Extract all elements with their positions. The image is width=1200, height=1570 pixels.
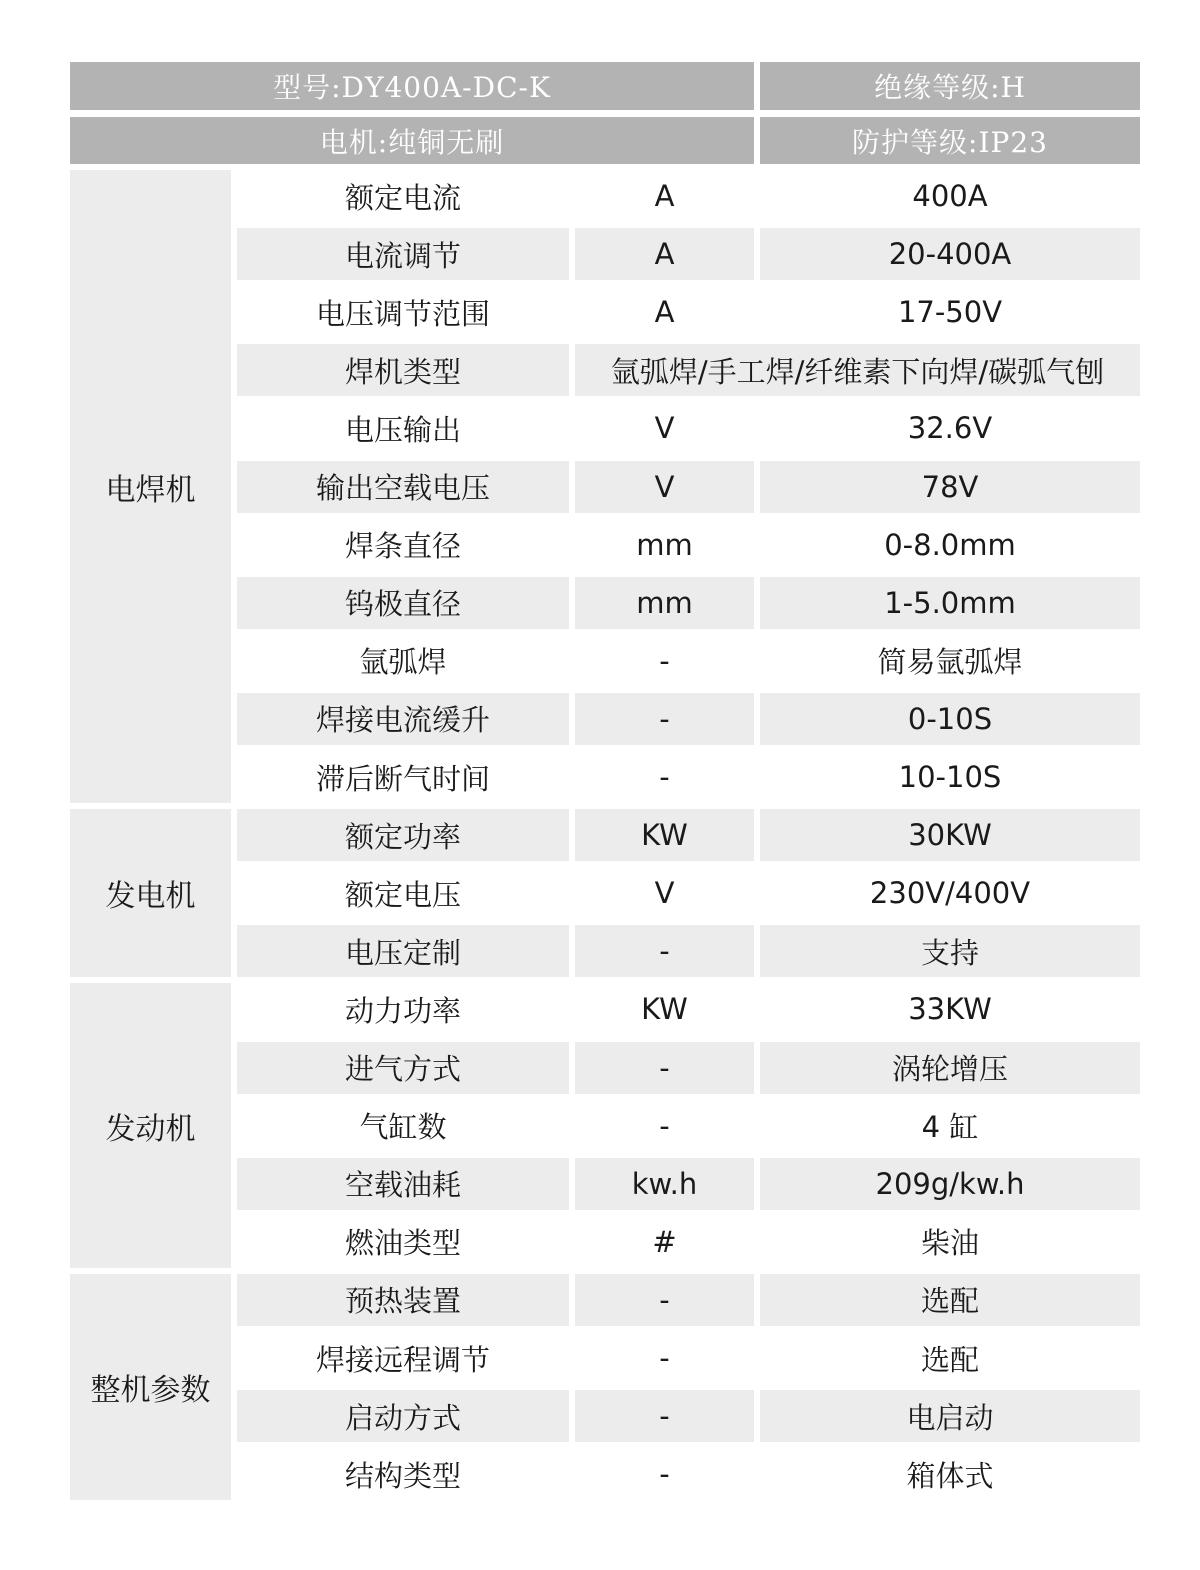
motor-header: 电机:纯铜无刷 — [70, 117, 754, 164]
param-value: 1-5.0mm — [760, 577, 1140, 629]
param-value: 简易氩弧焊 — [877, 645, 1023, 680]
insulation-header: 绝缘等级:H — [760, 62, 1140, 110]
param-unit: V — [654, 411, 675, 446]
param-value: 20-400A — [760, 228, 1140, 280]
param-value: 柴油 — [920, 1226, 979, 1261]
param-unit: - — [659, 1108, 670, 1143]
param-name: 焊接电流缓升 — [237, 693, 569, 745]
param-name: 启动方式 — [237, 1390, 569, 1442]
param-unit: - — [575, 1274, 754, 1326]
param-unit: # — [652, 1224, 677, 1259]
param-name: 输出空载电压 — [237, 461, 569, 513]
param-name: 空载油耗 — [237, 1158, 569, 1210]
param-name: 电压调节范围 — [315, 296, 490, 331]
param-value: 78V — [760, 461, 1140, 513]
param-unit: A — [654, 295, 675, 330]
param-unit: - — [575, 693, 754, 745]
param-unit: A — [654, 179, 675, 214]
param-unit: - — [575, 925, 754, 977]
param-name: 进气方式 — [237, 1042, 569, 1094]
group-label: 整机参数 — [70, 1274, 231, 1500]
param-unit: mm — [636, 527, 693, 562]
protection-header: 防护等级:IP23 — [760, 117, 1140, 164]
param-unit: KW — [641, 992, 688, 1027]
param-value: 0-8.0mm — [884, 527, 1016, 562]
param-name: 焊机类型 — [237, 344, 569, 396]
group-label: 发电机 — [70, 809, 231, 977]
param-value: 支持 — [760, 925, 1140, 977]
param-value: 33KW — [908, 992, 992, 1027]
param-value: 氩弧焊/手工焊/纤维素下向焊/碳弧气刨 — [575, 344, 1140, 396]
param-name: 焊接远程调节 — [315, 1342, 490, 1377]
param-value: 400A — [912, 179, 988, 214]
param-value: 4 缸 — [921, 1110, 979, 1145]
model-header: 型号:DY400A-DC-K — [70, 62, 754, 110]
param-value: 17-50V — [897, 295, 1003, 330]
param-name: 气缸数 — [359, 1110, 447, 1145]
param-unit: A — [575, 228, 754, 280]
param-name: 钨极直径 — [237, 577, 569, 629]
param-value: 0-10S — [760, 693, 1140, 745]
param-name: 额定电流 — [344, 180, 461, 215]
param-unit: mm — [575, 577, 754, 629]
group-label: 电焊机 — [70, 170, 231, 803]
param-name: 燃油类型 — [344, 1226, 461, 1261]
param-unit: - — [659, 1341, 670, 1376]
param-name: 滞后断气时间 — [315, 761, 490, 796]
param-unit: V — [654, 876, 675, 911]
param-name: 结构类型 — [344, 1458, 461, 1493]
param-name: 氩弧焊 — [359, 645, 447, 680]
param-value: 209g/kw.h — [760, 1158, 1140, 1210]
param-unit: - — [575, 1042, 754, 1094]
param-value: 230V/400V — [869, 876, 1031, 911]
param-value: 电启动 — [760, 1390, 1140, 1442]
param-name: 电压输出 — [344, 412, 461, 447]
param-value: 箱体式 — [906, 1458, 994, 1493]
param-name: 额定电压 — [344, 877, 461, 912]
param-value: 32.6V — [907, 411, 993, 446]
param-unit: - — [659, 760, 670, 795]
param-value: 选配 — [920, 1342, 979, 1377]
param-name: 预热装置 — [237, 1274, 569, 1326]
param-name: 电压定制 — [237, 925, 569, 977]
param-unit: - — [575, 1390, 754, 1442]
group-label: 发动机 — [70, 983, 231, 1268]
param-unit: V — [575, 461, 754, 513]
param-name: 电流调节 — [237, 228, 569, 280]
param-unit: - — [659, 1457, 670, 1492]
param-name: 额定功率 — [237, 809, 569, 861]
param-value: 30KW — [760, 809, 1140, 861]
param-name: 焊条直径 — [344, 529, 461, 564]
param-value: 10-10S — [898, 760, 1002, 795]
param-value: 选配 — [760, 1274, 1140, 1326]
param-unit: - — [659, 643, 670, 678]
param-unit: kw.h — [575, 1158, 754, 1210]
param-value: 涡轮增压 — [760, 1042, 1140, 1094]
param-unit: KW — [575, 809, 754, 861]
param-name: 动力功率 — [344, 993, 461, 1028]
